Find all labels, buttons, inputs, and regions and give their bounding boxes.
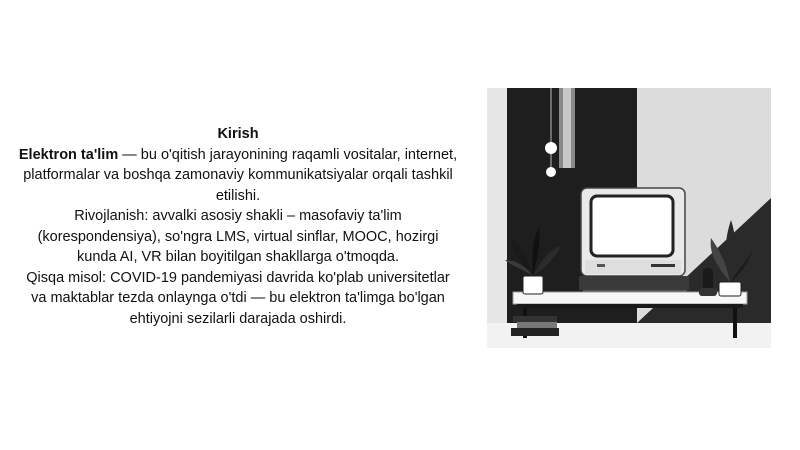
slide-text — [18, 124, 458, 329]
example-paragraph: Qisqa misol: COVID-19 pandemiyasi davrida ko'plab universitetlar va maktablar tezda onlaynga o'tdi — bu elektron ta'limga bo'lgan ehtiyojni sezilarli darajada oshirdi. — [26, 269, 450, 327]
slide-title: Kirish — [217, 126, 259, 142]
definition-text: — bu o'qitish jarayonining raqamli vositalar, internet, platformalar va boshqa zamonaviy kommunikatsiyalar orqali tashkil etilishi. — [23, 146, 458, 204]
retro-computer-illustration — [487, 88, 771, 348]
definition-paragraph — [18, 145, 458, 207]
development-paragraph: Rivojlanish: avvalki asosiy shakli – masofaviy ta'lim (korespondensiya), so'ngra LMS, virtual sinflar, MOOC, hozirgi kunda AI, VR bilan boyitilgan shakllarga o'tmoqda. — [37, 208, 439, 265]
definition-term: Elektron ta'lim — [18, 146, 119, 163]
